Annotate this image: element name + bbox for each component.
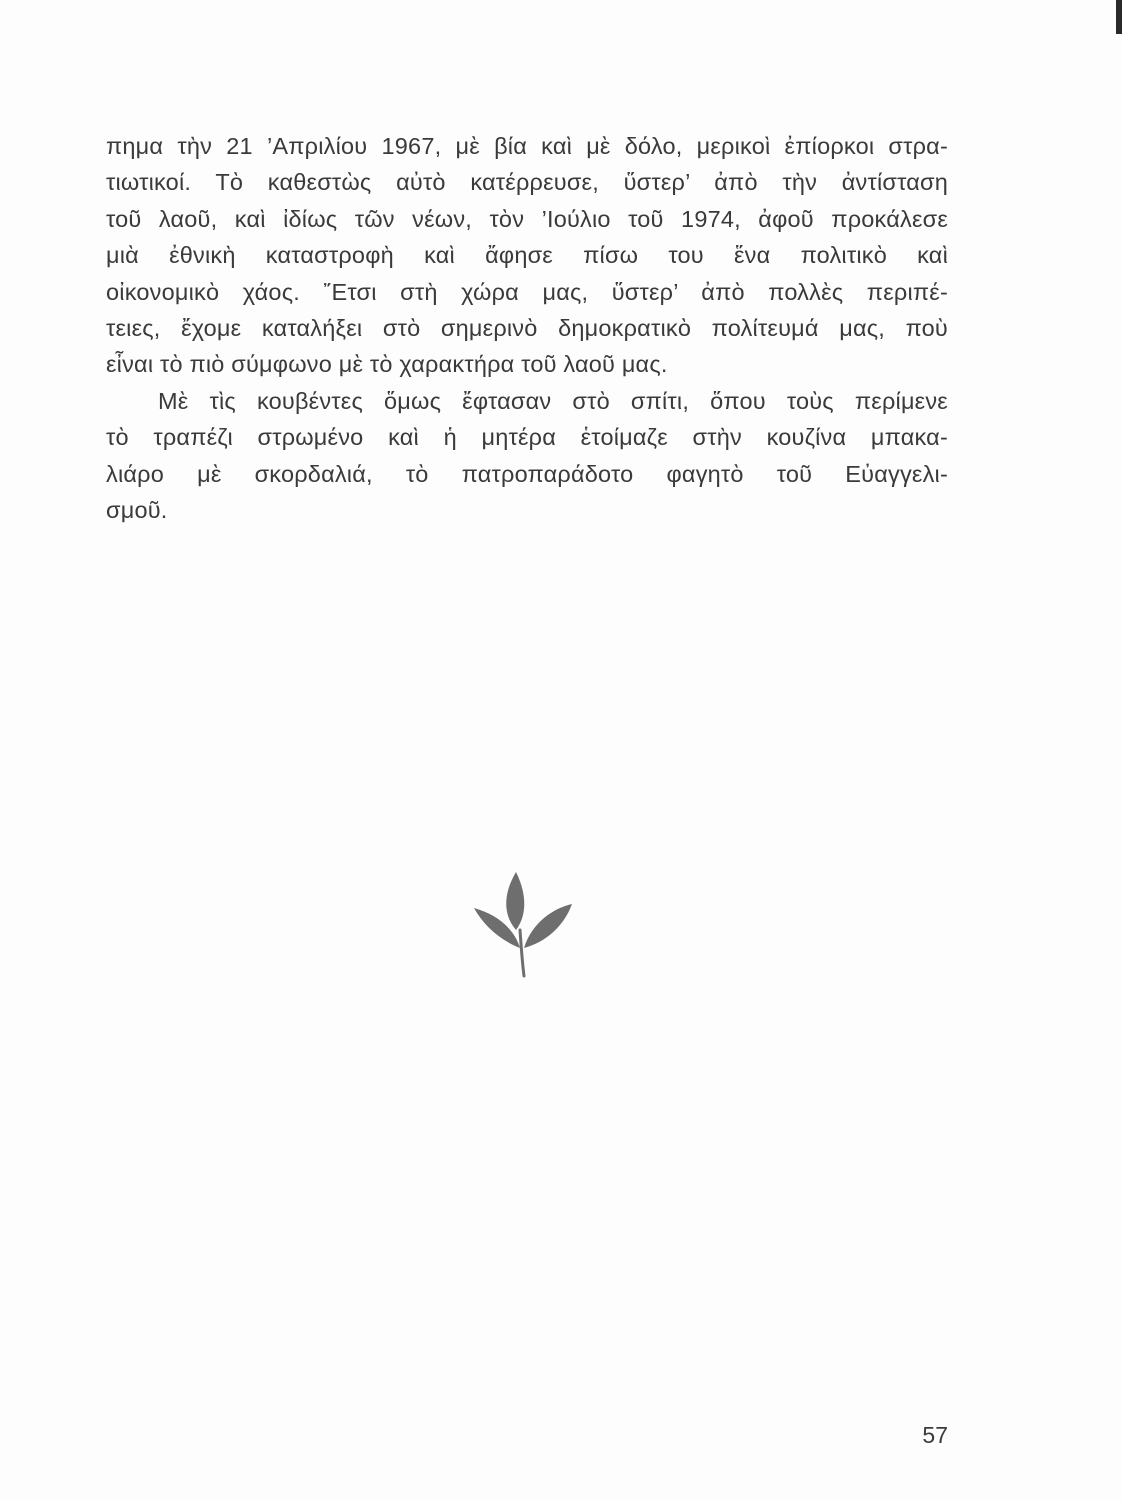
text-line: πημα τὴν 21 ’Απριλίου 1967, μὲ βία καὶ μὲ δόλο, μερικοὶ ἐπίορκοι στρα-	[106, 133, 948, 159]
leaf-sprig-icon	[470, 868, 576, 980]
text-line: σμοῦ.	[106, 496, 168, 523]
text-line: τοῦ λαοῦ, καὶ ἰδίως τῶν νέων, τὸν ’Ιούλιο τοῦ 1974, ἀφοῦ προκάλεσε	[106, 205, 948, 232]
text-line: λιάρο μὲ σκορδαλιά, τὸ πατροπαράδοτο φαγητὸ τοῦ Εὐαγγελι-	[106, 460, 948, 487]
scan-edge-mark	[1116, 0, 1122, 34]
text-line: τειες, ἔχομε καταλήξει στὸ σημερινὸ δημοκρατικὸ πολίτευμά μας, ποὺ	[106, 314, 948, 341]
text-line: μιὰ ἐθνικὴ καταστροφὴ καὶ ἄφησε πίσω του ἕνα πολιτικὸ καὶ	[106, 242, 948, 269]
body-text	[106, 128, 948, 528]
text-line: τὸ τραπέζι στρωμένο καὶ ἡ μητέρα ἑτοίμαζε στὴν κουζίνα μπακα-	[106, 424, 948, 451]
paragraph-first-line: Μὲ τὶς κουβέντες ὅμως ἔφτασαν στὸ σπίτι, ὅπου τοὺς περίμενε	[158, 387, 948, 414]
text-line: οἰκονομικὸ χάος. ῎Ετσι στὴ χώρα μας, ὕστερ’ ἀπὸ πολλὲς περιπέ-	[106, 278, 948, 305]
page-number: 57	[922, 1422, 948, 1448]
text-line: τιωτικοί. Τὸ καθεστὼς αὐτὸ κατέρρευσε, ὕστερ’ ἀπὸ τὴν ἀντίσταση	[106, 169, 948, 196]
text-line: εἶναι τὸ πιὸ σύμφωνο μὲ τὸ χαρακτήρα τοῦ λαοῦ μας.	[106, 351, 668, 378]
